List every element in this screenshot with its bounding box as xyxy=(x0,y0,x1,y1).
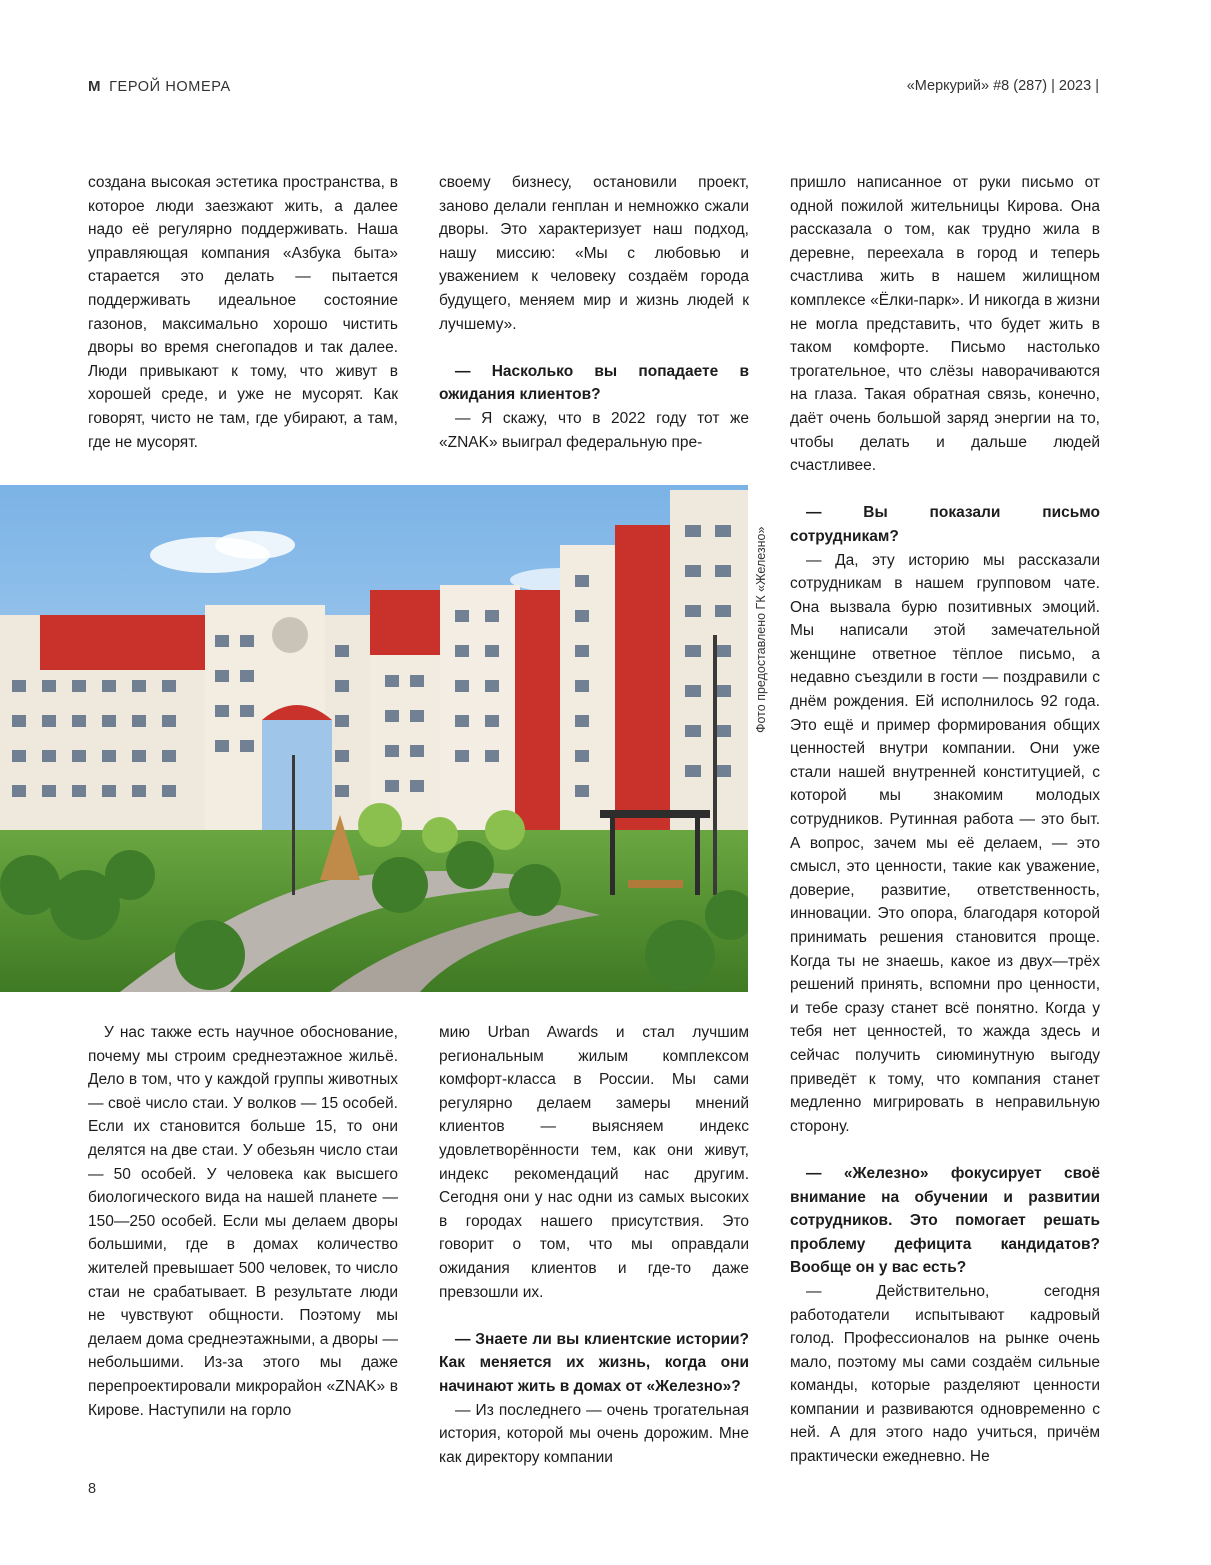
issue-info: «Меркурий» #8 (287) | 2023 | xyxy=(906,78,1099,94)
paragraph: создана высокая эстетика пространства, в которое люди заезжают жить, а далее надо её регулярно поддерживать. Наша управляющая компания «Азбука быта» старается это делать — пытается поддерживать идеальное состояние газонов, максимально хорошо чистить дворы во время снегопадов и так далее. Люди привыкают к тому, что живут в хорошей среде, и уже не мусорят. Как говорят, чисто не там, где убирают, а там, где не мусорят. xyxy=(88,174,398,451)
photo-caption xyxy=(752,485,772,735)
interview-answer: — Да, эту историю мы рассказали сотрудникам в нашем групповом чате. Она вызвала бурю позитивных эмоций. Мы написали этой замечательной женщине ответное тёплое письмо, а недавно съездили в гости — поздравили с днём рождения. Ей исполнилось 92 года. Это ещё и пример формирования общих ценностей внутри компании. Они уже стали нашей внутренней конституцией, с которой мы знакомим молодых сотрудников. Рутинная работа — это быт. А вопрос, зачем мы её делаем, — это смысл, это ценности, такие как уважение, доверие, развитие, ответственность, инновации. Это опора, благодаря которой принимать решения становится проще. Когда ты не знаешь, какое из двух—трёх решений принять, вспомни про ценности, и тебе сразу станет всё понятно. Когда у тебя нет ценностей, то жажда здесь и сейчас получить сиюминутную выгоду приведёт к тому, что компания станет медленно мигрировать в неправильную сторону. xyxy=(790,551,1100,1135)
paragraph: своему бизнесу, остановили проект, заново делали генплан и немножко сжали дворы. Это характеризует наш подход, нашу миссию: «Мы с любовью и уважением к человеку создаём города будущего, меняем мир и жизнь людей к лучшему». xyxy=(439,174,749,333)
interview-answer: — Из последнего — очень трогательная история, которой мы очень дорожим. Мне как директору компании xyxy=(439,1401,749,1466)
paragraph: пришло написанное от руки письмо от одной пожилой жительницы Кирова. Она рассказала о том, как трудно жила в деревне, переехала в город и теперь счастлива жить в нашем жилищном комплексе «Ёлки-парк». И никогда в жизни не могла представить, что будет жить в таком комфорте. Письмо настолько трогательное, что слёзы наворачиваются на глаза. Такая обратная связь, конечно, даёт очень большой заряд энергии на то, чтобы делать и дальше людей счастливее. xyxy=(790,174,1100,475)
interview-question: — Вы показали письмо сотрудникам? xyxy=(790,504,1100,545)
page-number: 8 xyxy=(88,1481,97,1497)
residential-complex-photo xyxy=(0,485,748,992)
column-2-top xyxy=(439,171,749,454)
section-title: ГЕРОЙ НОМЕРА xyxy=(109,78,231,95)
interview-answer: — Я скажу, что в 2022 году тот же «ZNAK» выиграл федеральную пре- xyxy=(439,409,749,451)
column-2-bottom xyxy=(439,1021,749,1469)
column-3 xyxy=(790,171,1100,1469)
photo-credit: Фото предоставлено ГК «Железно» xyxy=(754,526,768,733)
interview-answer: — Действительно, сегодня работодатели испытывают кадровый голод. Профессионалов на рынке очень мало, поэтому мы сами создаём сильные команды, которые разделяют ценности компании и развиваются одновременно с ней. А для этого надо учиться, причём практически ежедневно. Не xyxy=(790,1282,1100,1466)
interview-question: — «Железно» фокусирует своё внимание на обучении и развитии сотрудников. Это помогает решать проблему дефицита кандидатов? Вообще он у вас есть? xyxy=(790,1164,1100,1277)
paragraph: У нас также есть научное обоснование, почему мы строим среднеэтажное жильё. Дело в том, что у каждой группы животных — своё число стаи. У волков — 15 особей. Если их становится больше 15, то они делятся на две стаи. У обезьян число стаи — 50 особей. У человека как высшего биологического вида на нашей планете — 150—250 особей. Если мы делаем дворы большими, где в домах количество жителей превышает 500 человек, то число стаи не срабатывает. В результате люди не чувствуют общности. Поэтому мы делаем дома среднеэтажными, а дворы — небольшими. Из-за этого мы даже перепроектировали микрорайон «ZNAK» в Кирове. Наступили на горло xyxy=(88,1024,398,1419)
column-1-bottom xyxy=(88,1021,398,1422)
magazine-logo-icon: М xyxy=(88,78,102,95)
paragraph: мию Urban Awards и стал лучшим региональным жилым комплексом комфорт-класса в России. Мы сами регулярно делаем замеры мнений клиентов — выясняем индекс удовлетворённости тем, как они живут, индекс рекомендаций нас другим. Сегодня они у нас одни из самых высоких в городах нашего присутствия. Это говорит о том, что мы оправдали ожидания клиентов и где-то даже превзошли их. xyxy=(439,1024,749,1301)
interview-question: — Насколько вы попадаете в ожидания клиентов? xyxy=(439,362,749,404)
column-1-top xyxy=(88,171,398,454)
interview-question: — Знаете ли вы клиентские истории? Как меняется их жизнь, когда они начинают жить в домах от «Железно»? xyxy=(439,1330,749,1395)
section-header xyxy=(88,78,231,95)
